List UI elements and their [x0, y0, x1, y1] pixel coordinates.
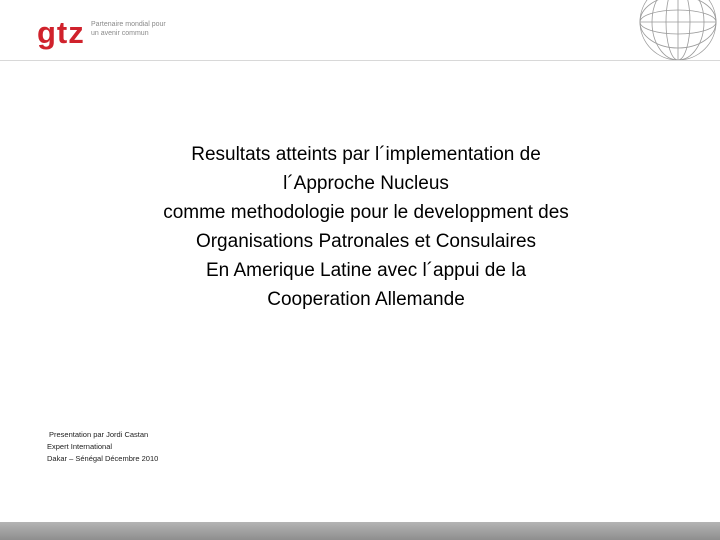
- presenter-credits: [47, 429, 158, 465]
- logo-tagline: [91, 20, 181, 38]
- title-line-5: En Amerique Latine avec l´appui de la: [205, 260, 527, 281]
- title-line-3: comme methodologie pour le developpment des: [163, 202, 569, 223]
- header-divider: [0, 60, 720, 61]
- title-line-2: l´Approche Nucleus: [283, 173, 449, 194]
- credits-location-date: Dakar – Sénégal Décembre 2010: [47, 454, 159, 463]
- title-line-6: Cooperation Allemande: [267, 289, 465, 310]
- gtz-logo: gtz: [37, 15, 85, 50]
- slide-title: [60, 140, 672, 314]
- slide-header: [0, 0, 720, 60]
- title-line-4: Organisations Patronales et Consulaires: [195, 231, 537, 252]
- credits-role: Expert International: [47, 442, 113, 451]
- tagline-line-2: un avenir commun: [91, 30, 149, 37]
- globe-icon: [628, 0, 720, 62]
- credits-presenter: Presentation par Jordi Castan: [49, 430, 149, 439]
- tagline-line-1: Partenaire mondial pour: [91, 21, 166, 28]
- slide-footer-bar: [0, 522, 720, 540]
- title-line-1: Resultats atteints par l´implementation de: [191, 144, 541, 165]
